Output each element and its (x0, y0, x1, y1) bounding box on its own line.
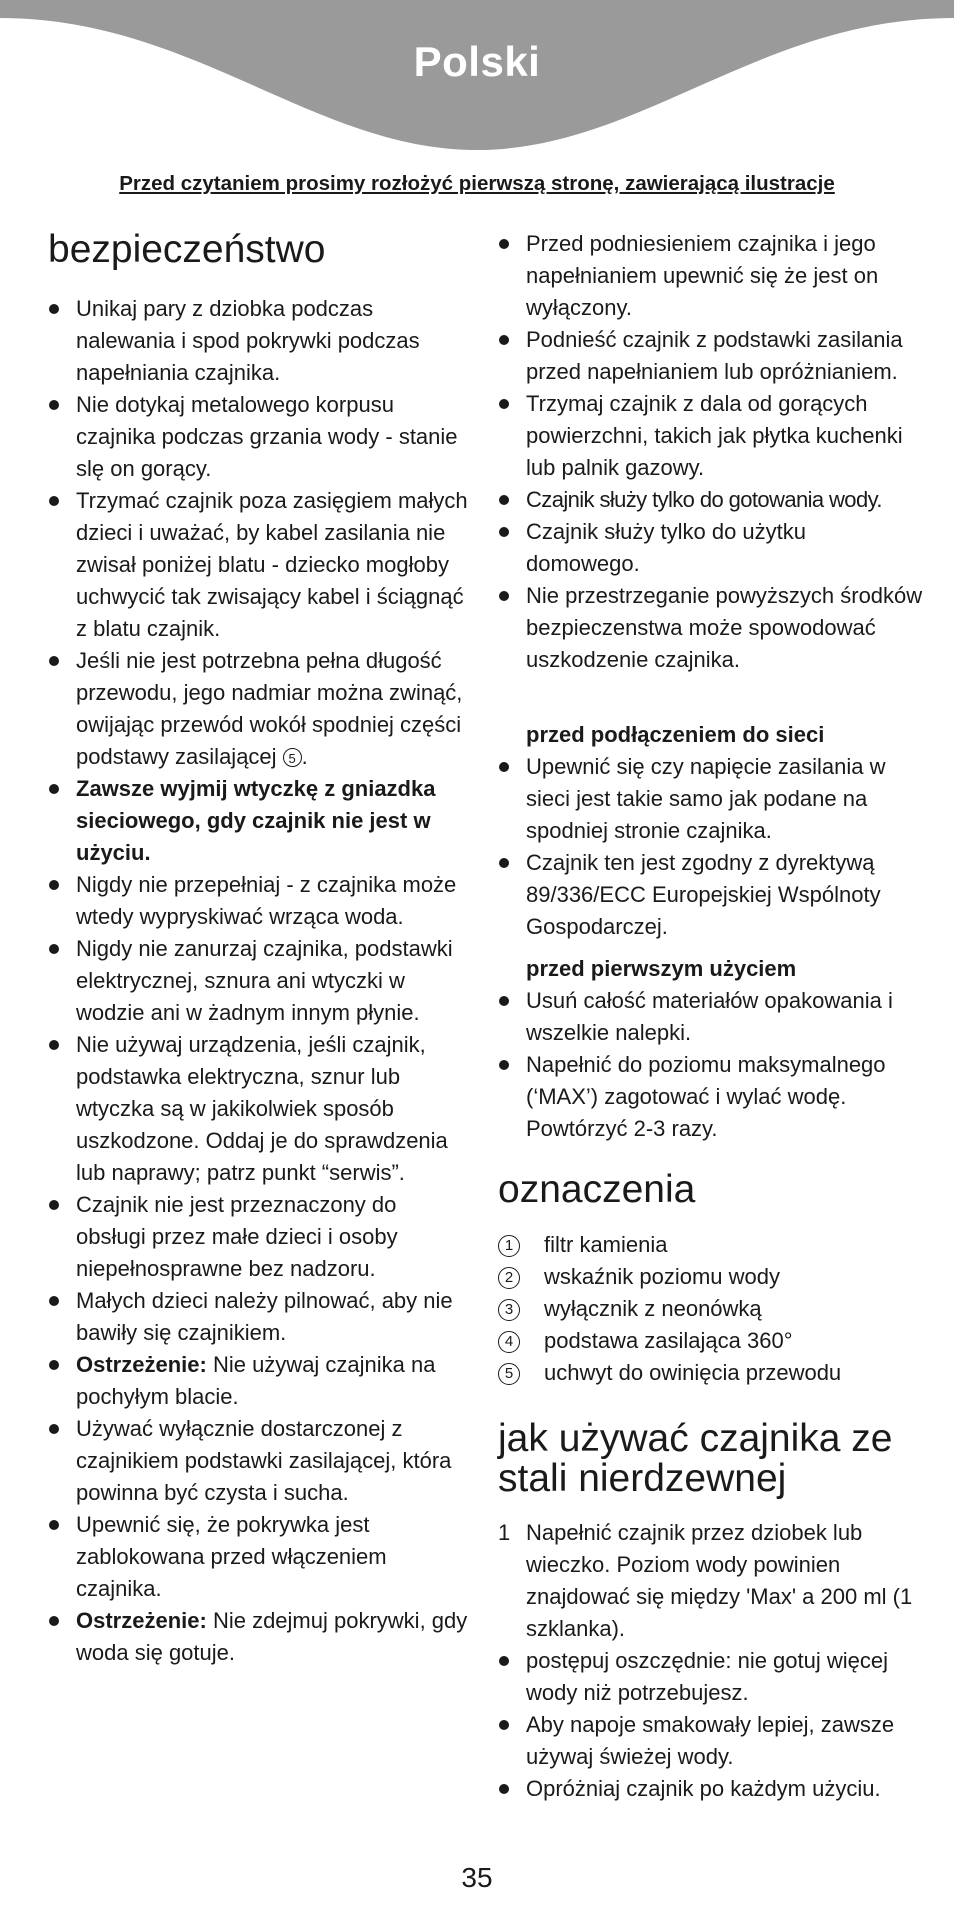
list-item: Używać wyłącznie dostarczonej z czajnikiem podstawki zasilającej, która powinna być czysta i sucha. (48, 1413, 468, 1509)
marking-label: wskaźnik poziomu wody (544, 1264, 780, 1289)
before-first-use-heading: przed pierwszym użyciem (526, 956, 797, 981)
usage-list (498, 1517, 923, 1805)
list-item-text: Jeśli nie jest potrzebna pełna długość przewodu, jego nadmiar można zwinąć, owijając przewód wokół spodniej części podstawy zasilającej (76, 648, 463, 769)
list-item: Napełnić do poziomu maksymalnego (‘MAX’) zagotować i wylać wodę. Powtórzyć 2-3 razy. (498, 1049, 923, 1145)
list-item-text: Nie używaj czajnika na pochyłym blacie. (76, 1352, 436, 1409)
list-item: Usuń całość materiałów opakowania i wszelkie nalepki. (498, 985, 923, 1049)
marking-number: 4 (498, 1331, 520, 1353)
step-number: 1 (498, 1520, 511, 1545)
foldout-notice: Przed czytaniem prosimy rozłożyć pierwszą stronę, zawierającą ilustracje (119, 172, 835, 195)
marking-item (498, 1261, 923, 1293)
before-connect-list (498, 751, 923, 943)
before-connect-heading: przed podłączeniem do sieci (526, 722, 825, 747)
list-item: Czajnik służy tylko do użytku domowego. (498, 516, 923, 580)
safety-heading: bezpieczeństwo (48, 228, 326, 271)
list-item: Nigdy nie przepełniaj - z czajnika może wtedy wypryskiwać wrząca woda. (48, 869, 468, 933)
marking-item (498, 1229, 923, 1261)
list-item: Jeśli nie jest potrzebna pełna długość przewodu, jego nadmiar można zwinąć, owijając przewód wokół spodniej części podstawy zasilającej 5 . (48, 645, 468, 773)
usage-heading (498, 1419, 893, 1499)
list-item: Nigdy nie zanurzaj czajnika, podstawki elektrycznej, sznura ani wtyczki w wodzie ani w żadnym innym płynie. (48, 933, 468, 1029)
page-title: Polski (413, 38, 541, 85)
marking-item (498, 1357, 923, 1389)
marking-label: filtr kamienia (544, 1232, 668, 1257)
markings-list (498, 1229, 923, 1389)
usage-step (498, 1517, 923, 1645)
marking-number: 1 (498, 1235, 520, 1257)
list-item: Małych dzieci należy pilnować, aby nie bawiły się czajnikiem. (48, 1285, 468, 1349)
list-item: postępuj oszczędnie: nie gotuj więcej wody niż potrzebujesz. (498, 1645, 923, 1709)
list-item: Trzymaj czajnik z dala od gorących powierzchni, takich jak płytka kuchenki lub palnik gazowy. (498, 388, 923, 484)
header-banner (0, 0, 954, 155)
list-item: Opróżniaj czajnik po każdym użyciu. (498, 1773, 923, 1805)
list-item: Trzymać czajnik poza zasięgiem małych dzieci i uważać, by kabel zasilania nie zwisał poniżej blatu - dziecko mogłoby uchwycić tak zwisający kabel i ściągnąć z blatu czajnik. (48, 485, 468, 645)
list-item: Unikaj pary z dziobka podczas nalewania i spod pokrywki podczas napełniania czajnika. (48, 293, 468, 389)
page-number: 35 (461, 1862, 493, 1893)
list-item: Nie używaj urządzenia, jeśli czajnik, podstawka elektryczna, sznur lub wtyczka są w jakikolwiek sposób uszkodzone. Oddaj je do sprawdzenia lub naprawy; patrz punkt “serwis”. (48, 1029, 468, 1189)
ref-number-badge: 5 (283, 748, 302, 767)
list-item (48, 1349, 468, 1413)
marking-label: podstawa zasilająca 360° (544, 1328, 793, 1353)
list-item: Upewnić się, że pokrywka jest zablokowana przed włączeniem czajnika. (48, 1509, 468, 1605)
list-item: Nie dotykaj metalowego korpusu czajnika podczas grzania wody - stanie slę on gorący. (48, 389, 468, 485)
list-item: Upewnić się czy napięcie zasilania w sieci jest takie samo jak podane na spodniej stronie czajnika. (498, 751, 923, 847)
before-first-use-list (498, 985, 923, 1145)
usage-heading-line2: stali nierdzewnej (498, 1457, 787, 1500)
marking-label: uchwyt do owinięcia przewodu (544, 1360, 842, 1385)
marking-item (498, 1325, 923, 1357)
list-item: Czajnik ten jest zgodny z dyrektywą 89/336/ECC Europejskiej Wspólnoty Gospodarczej. (498, 847, 923, 943)
markings-heading: oznaczenia (498, 1168, 696, 1211)
warning-label: Ostrzeżenie: (76, 1352, 207, 1377)
list-item: Aby napoje smakowały lepiej, zawsze używaj świeżej wody. (498, 1709, 923, 1773)
warning-label: Ostrzeżenie: (76, 1608, 207, 1633)
usage-heading-line1: jak używać czajnika ze (498, 1417, 893, 1460)
step-text: Napełnić czajnik przez dziobek lub wieczko. Poziom wody powinien znajdować się między 'Max' a 200 ml (1 szklanka). (526, 1520, 913, 1641)
marking-item (498, 1293, 923, 1325)
marking-number: 5 (498, 1363, 520, 1385)
marking-number: 2 (498, 1267, 520, 1289)
list-item: Przed podniesieniem czajnika i jego napełnianiem upewnić się że jest on wyłączony. (498, 228, 923, 324)
list-item: Czajnik służy tylko do gotowania wody. (498, 484, 923, 516)
list-item: Nie przestrzeganie powyższych środków bezpieczenstwa może spowodować uszkodzenie czajnika. (498, 580, 923, 676)
safety-list-right (498, 228, 923, 676)
marking-number: 3 (498, 1299, 520, 1321)
safety-list-left (48, 293, 468, 1669)
list-item: Podnieść czajnik z podstawki zasilania przed napełnianiem lub opróżnianiem. (498, 324, 923, 388)
marking-label: wyłącznik z neonówką (544, 1296, 762, 1321)
list-item: Czajnik nie jest przeznaczony do obsługi przez małe dzieci i osoby niepełnosprawne bez nadzoru. (48, 1189, 468, 1285)
list-item-important: Zawsze wyjmij wtyczkę z gniazdka sieciowego, gdy czajnik nie jest w użyciu. (48, 773, 468, 869)
list-item-text: Nie zdejmuj pokrywki, gdy woda się gotuje. (76, 1608, 468, 1665)
list-item (48, 1605, 468, 1669)
